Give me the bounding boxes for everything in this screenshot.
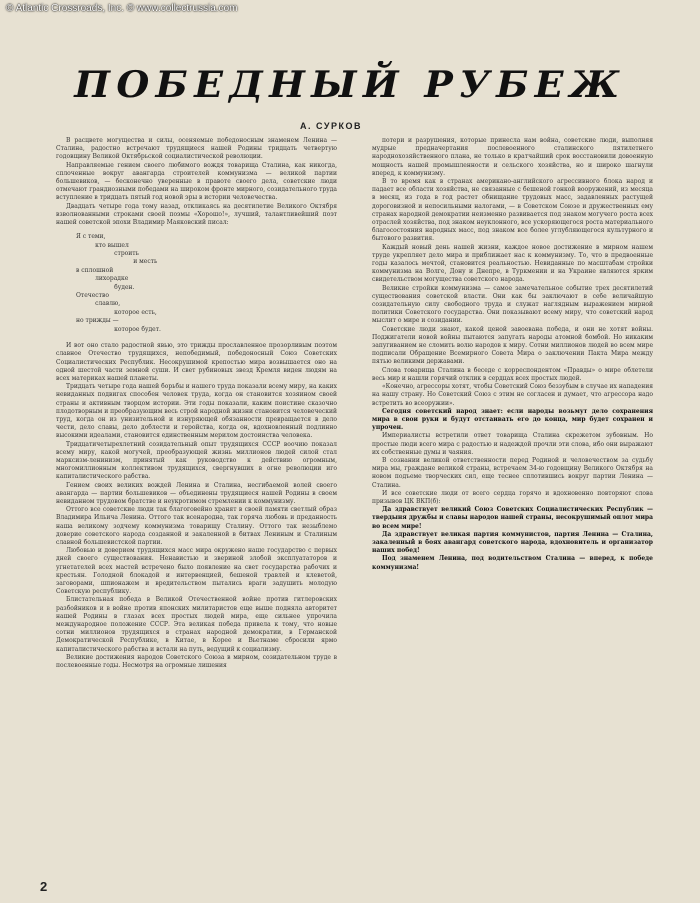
body-paragraph: Любовью и доверием трудящихся масс мира окружено наше государство с первых дней своего существования. Ненавистью и звериной злобой эксплуататоров и угнетателей всех мастей встречено было появление на свет государства рабочих и крестьян. Голодной блокадой и интервенцией, бешеной травлей и клеветой, заговорами, шпионажем и вредительством пытались враги задушить молодую Советскую республику.	[56, 547, 337, 596]
body-paragraph: Тридцать четыре года нашей борьбы и нашего труда показали всему миру, на каких невиданных подвигах способен человек труда, когда он становится хозяином своей страны и активным творцом истории. Эти годы показали, каким поистине сказочно плодотворным и преобразующим весь строй народной жизни становится человеческий труд, когда он из унизительной и изнуряющей обязанности превращается в дело чести, дело славы, дело доблести и геройства, когда он, вдохновленный подлинно высокими идеалами, становится единственным мерилом достоинства человека.	[56, 383, 337, 440]
body-paragraph: Блистательная победа в Великой Отечественной войне против гитлеровских разбойников и в войне против японских милитаристов еще выше подняла авторитет нашей Родины в глазах всех простых людей мира, еще сильнее упрочила международное положение СССР. Эта великая победа привела к тому, что новые сотни миллионов трудящихся в странах народной демократии, в Германской Демократической Республике, в Китае, в Корее и Вьетнаме сбросили ярмо капиталистического рабства и встали на путь, ведущий к социализму.	[56, 596, 337, 653]
body-paragraph: И все советские люди от всего сердца горячо и вдохновенно повторяют слова призывов ЦК ВКП(б):	[372, 489, 653, 505]
body-paragraph: потери и разрушения, которые принесла нам война, советские люди, выполняя мудрые предначертания послевоенного сталинского пятилетнего народнохозяйственного плана, не только в кратчайший срок восстановили довоенную мощность нашей промышленности и сельского хозяйства, но и широко шагнули вперед, к коммунизму.	[372, 137, 653, 177]
poem-line: строить	[76, 250, 139, 258]
body-paragraph: Империалисты встретили ответ товарища Сталина скрежетом зубовным. Но простые люди всего мира с радостью и надеждой прочли эти слова, ибо они выражают их собственные думы и чаяния.	[372, 432, 653, 456]
quote-paragraph: «Конечно, агрессоры хотят, чтобы Советский Союз беззубым в случае их нападения на нашу страну. Но Советский Союз с этим не согласен и думает, что агрессора надо встретить во всеоружии».	[372, 383, 653, 407]
poem-line: славлю,	[76, 300, 121, 308]
body-paragraph: Великие достижения народов Советского Союза в мирном, созидательном труде в послевоенные годы. Несмотря на огромные лишения	[56, 653, 337, 670]
slogan: Под знаменем Ленина, под водительством Сталина — вперед, к победе коммунизма!	[372, 555, 653, 571]
poem-line: и месть	[76, 258, 158, 266]
body-paragraph: Тридцатичетырехлетний созидательный опыт трудящихся СССР воочию показал всему миру, какой могучей, преобразующей жизнь миллионов людей силой стал марксизм-ленинизм, принятый как руководство к действию огромным, многомиллионным коллективом трудящихся, свергнувших в огне революции иго капиталистического рабства.	[56, 440, 337, 481]
poem-line: но трижды —	[76, 317, 119, 325]
poem-line: Отечество	[76, 292, 109, 300]
slogans-block	[372, 506, 653, 572]
poem-quote	[76, 233, 337, 334]
poem-line: буден.	[76, 283, 135, 291]
body-paragraph: В то время как в странах американо-английского агрессивного блока народ и падает все области хозяйства, не связанные с бешеной гонкой вооружений, из месяца в месяц, из года в год растет обнищание трудовых масс, задавленных растущей дороговизной и непосильными налогами, — в Советском Союзе и дружественных ему странах народной демократии неизменно развивается под знаком могучего роста всех отраслей хозяйства, под знаком неуклонного, все ускоряющегося роста материального благосостояния народных масс, под знаком все более углубляющегося культурного и бытового развития.	[372, 178, 653, 243]
poem-line: в сплошной	[76, 266, 114, 274]
article-author: А. СУРКОВ	[300, 121, 362, 131]
body-paragraph: Каждый новый день нашей жизни, каждое новое достижение в мирном нашем труде укрепляет дело мира и приближает нас к коммунизму. То, что в предвоенные годы казалось мечтой, становится реальностью. Невиданные по масштабам стройки коммунизма на Волге, Дону и Днепре, в Туркмении и на Украине являются ярким свидетельством могущества советского народа.	[372, 243, 653, 284]
intro-paragraph: Двадцать четыре года тому назад, откликаясь на десятилетие Великого Октября взволнованными строками своей поэмы «Хорошо!», лучший, талантливейший поэт нашей советской эпохи Владимир Маяковский писал:	[56, 202, 337, 227]
left-column	[56, 137, 337, 859]
slogan: Да здравствует великая партия коммунистов, партия Ленина — Сталина, закаленный в боях авангард советского народа, вдохновитель и организатор наших побед!	[372, 530, 653, 555]
poem-line: лихорадке	[76, 275, 129, 283]
body-paragraph: Оттого все советские люди так благоговейно хранят в своей памяти светлый образ Владимира Ильича Ленина. Оттого так всенародна, так горяча любовь и преданность наша великому зодчему коммунизма товарищу Сталину. Оттого так незыблемо доверие советского народа созданной и закаленной в битвах Лениным и Сталиным славной большевистской партии.	[56, 506, 337, 546]
body-paragraph: В сознании великой ответственности перед Родиной и человечеством за судьбу мира мы, граждане великой страны, встречаем 34-ю годовщину Великого Октября на новом подъеме творческих сил, еще теснее сплотившись вокруг партии Ленина — Сталина.	[372, 456, 653, 489]
poem-line: Я с теми,	[76, 233, 106, 241]
intro-paragraph: Направляемые гением своего любимого вождя товарища Сталина, как никогда, сплоченные вокруг авангарда строителей коммунизма — великой партии большевиков, — бесконечно уверенные в правоте своего дела, советские люди отмечают грандиозными победами на широком фронте мирного, созидательного труда вступление в тридцать пятый год новой эры в истории человечества.	[56, 161, 337, 202]
poem-line: которое есть,	[76, 308, 157, 316]
bold-paragraph: Сегодня советский народ знает: если народы возьмут дело сохранения мира в свои руки и будут отстаивать его до конца, мир будет сохранен и упрочен.	[372, 407, 653, 432]
poem-line: кто вышел	[76, 241, 129, 249]
poem-line: которое будет.	[76, 325, 161, 333]
article-title: ПОБЕДНЫЙ РУБЕЖ	[74, 64, 626, 106]
body-paragraph: Слова товарища Сталина в беседе с корреспондентом «Правды» о мире облетели весь мир и нашли горячий отклик в сердцах всех простых людей.	[372, 366, 653, 382]
page-number: 2	[40, 879, 48, 894]
body-paragraph: Советские люди знают, какой ценой завоевана победа, и они не хотят войны. Поджигатели новой войны пытаются запугать народы атомной бомбой. Но никаким запугиванием не сломить волю народов к миру. Сотни миллионов людей во всем мире подписали Обращение Всемирного Совета Мира о заключении Пакта Мира между пятью великими державами.	[372, 325, 653, 366]
body-paragraph: Гением своих великих вождей Ленина и Сталина, несгибаемой волей своего авангарда — партии большевиков — объединены трудящиеся нашей Родины в своем невиданном трудовом братстве и неукротимом стремлении к коммунизму.	[56, 481, 337, 505]
intro-paragraph: В расцвете могущества и силы, осеняемые победоносным знаменем Ленина — Сталина, радостно встречают трудящиеся нашей Родины тридцать четвертую годовщину Великой Октябрьской социалистической революции.	[56, 137, 337, 161]
slogan: Да здравствует великий Союз Советских Социалистических Республик — твердыня дружбы и славы народов нашей страны, несокрушимый оплот мира во всем мире!	[372, 506, 653, 530]
right-column	[372, 137, 653, 870]
watermark-copyright: © Atlantic Crossroads, Inc. © www.collectrussia.com	[6, 3, 238, 14]
body-paragraph: И вот оно стало радостной явью, это трижды прославленное прозорливым поэтом славное Отечество трудящихся, непобедимый, победоносный Союз Советских Социалистических Республик. Несокрушимой крепостью мира возвышается оно на одной шестой части земной суши. И свет рубиновых звезд Кремля виден людям на всех материках нашей планеты.	[56, 342, 337, 382]
body-paragraph: Великие стройки коммунизма — самое замечательное событие трех десятилетий существования советской власти. Они как бы заключают в себе величайшую созидательную силу свободного труда и служат наглядным выражением мирной политики Советского государства. Они показывают всему миру, что советский народ мыслит о мире и созидании.	[372, 284, 653, 325]
